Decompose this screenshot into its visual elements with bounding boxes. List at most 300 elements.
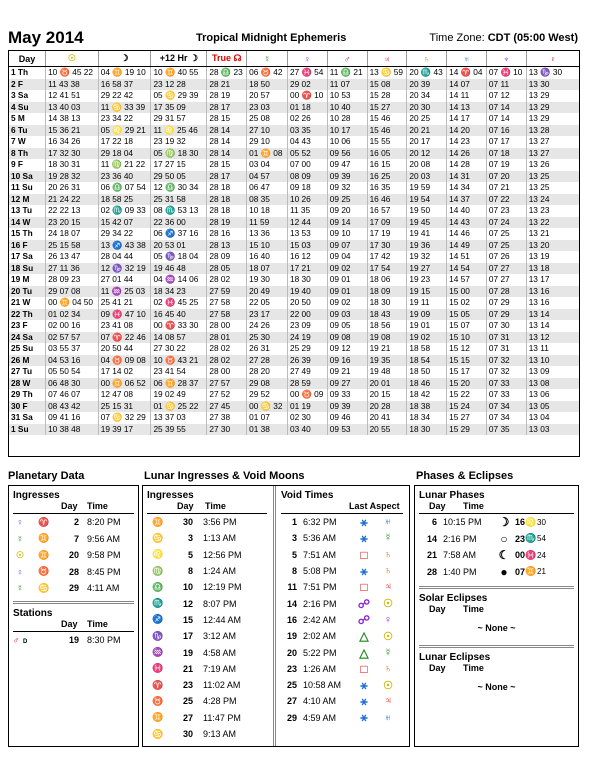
ephemeris-cell: 13 37 03: [151, 412, 207, 424]
void-time: 1:26 AM: [303, 663, 337, 674]
void-row: [277, 628, 407, 644]
ephemeris-cell: 28 15: [207, 113, 247, 125]
ephemeris-cell: 15 10: [247, 240, 288, 252]
ephemeris-cell: 04 57: [247, 171, 288, 183]
ephemeris-cell: 20 08: [407, 159, 447, 171]
lunar-ingress-row: [143, 628, 271, 644]
ephemeris-cell: 20 53 01: [151, 240, 207, 252]
ephemeris-cell: 14 34: [447, 182, 487, 194]
ephemeris-cell: 15 20: [447, 378, 487, 390]
lunar-ingress-time: 7:19 AM: [203, 663, 237, 674]
ephemeris-col-header: +12 Hr ☽: [151, 51, 207, 67]
lunar-ingress-day: 3: [187, 533, 193, 544]
void-row: [277, 579, 407, 595]
lunar-phases-label: Lunar Phases: [419, 490, 485, 501]
ephemeris-cell: 06 ♐ 37 16: [151, 228, 207, 240]
ephemeris-cell: 27 38: [207, 412, 247, 424]
ephemeris-col-header: ♅: [447, 51, 487, 67]
ephemeris-cell: 16 25: [367, 171, 407, 183]
void-row: [277, 612, 407, 628]
ephemeris-cell: 13 08: [526, 378, 579, 390]
ephemeris-day: 2 F: [9, 79, 46, 91]
ephemeris-cell: 05 ♍ 18 30: [151, 148, 207, 160]
ephemeris-cell: 20 57: [247, 90, 288, 102]
void-time: 5:22 PM: [303, 647, 337, 658]
ephemeris-cell: 18 54: [407, 355, 447, 367]
phase-row: [415, 564, 578, 581]
ephemeris-cell: 15 10: [447, 332, 487, 344]
ephemeris-cell: 23 19 32: [151, 136, 207, 148]
ephemeris-row: [9, 148, 579, 160]
sign-glyph-icon: ♐: [152, 614, 164, 625]
ephemeris-cell: 09 02: [327, 263, 367, 275]
col-time: Time: [87, 501, 108, 511]
ephemeris-cell: 19 32: [407, 251, 447, 263]
ephemeris-cell: 27 59: [207, 286, 247, 298]
ephemeris-cell: 28 01: [207, 332, 247, 344]
ephemeris-cell: 26 13 47: [46, 251, 99, 263]
ephemeris-cell: 07 11: [486, 79, 526, 91]
phase-minute: 54: [537, 534, 546, 544]
ephemeris-cell: 15 28: [367, 90, 407, 102]
ephemeris-cell: 18 58 25: [98, 194, 151, 206]
void-time: 7:51 AM: [303, 549, 337, 560]
ephemeris-cell: 28 14: [207, 125, 247, 137]
ephemeris-cell: 13 19: [526, 251, 579, 263]
ephemeris-cell: 11 ♋ 33 39: [98, 102, 151, 114]
ephemeris-cell: 19 46 48: [151, 263, 207, 275]
ephemeris-day: 8 Th: [9, 148, 46, 160]
ephemeris-cell: 07 18: [486, 148, 526, 160]
ephemeris-cell: 20 49: [247, 286, 288, 298]
ephemeris-day: 24 Sa: [9, 332, 46, 344]
ingress-day: 28: [68, 566, 79, 577]
ephemeris-cell: 02 30: [288, 412, 328, 424]
ephemeris-day: 3 Sa: [11, 90, 29, 100]
solar-col-headers: Day Time: [429, 604, 484, 614]
ephemeris-cell: 18 30 31: [46, 159, 99, 171]
ephemeris-cell: 15 27: [367, 102, 407, 114]
aspect-glyph-icon: □: [360, 580, 368, 595]
ephemeris-cell: 15 46: [367, 125, 407, 137]
ephemeris-cell: 07 33: [486, 378, 526, 390]
phase-time: 10:15 PM: [443, 517, 482, 528]
ephemeris-cell: 07 26: [486, 251, 526, 263]
ephemeris-cell: 07 32: [486, 355, 526, 367]
ephemeris-cell: 07 35: [486, 424, 526, 436]
ephemeris-cell: 13 10: [526, 355, 579, 367]
ephemeris-day: 15 Th: [11, 228, 33, 238]
sign-glyph-icon: ♒: [152, 647, 164, 658]
ephemeris-cell: 09 01: [327, 274, 367, 286]
aspect-glyph-icon: ⚹: [360, 530, 368, 545]
phase-degree: 00: [515, 550, 526, 561]
ephemeris-cell: 15 29: [447, 424, 487, 436]
ephemeris-cell: 02 26: [288, 113, 328, 125]
ephemeris-cell: 18 43: [367, 309, 407, 321]
ephemeris-cell: 11 59: [247, 217, 288, 229]
ephemeris-cell: 19 01: [407, 320, 447, 332]
ephemeris-cell: 01 07: [247, 412, 288, 424]
ephemeris-cell: 06 ♎ 07 54: [98, 182, 151, 194]
ephemeris-cell: 28 18: [207, 194, 247, 206]
solar-eclipses-label: Solar Eclipses: [419, 593, 488, 604]
sign-glyph-icon: ♑: [152, 630, 164, 641]
ephemeris-cell: 13 26: [526, 159, 579, 171]
void-row: [277, 661, 407, 677]
ephemeris-cell: 16 35: [367, 182, 407, 194]
ephemeris-cell: 24 18 07: [46, 228, 99, 240]
ephemeris-row: [9, 251, 579, 263]
phase-degree: 07: [515, 566, 526, 577]
ephemeris-cell: 15 27: [447, 412, 487, 424]
ephemeris-cell: 20 01: [367, 378, 407, 390]
ephemeris-cell: 25 39 55: [151, 424, 207, 436]
ephemeris-cell: 19 23: [407, 274, 447, 286]
ephemeris-cell: 28 13: [207, 240, 247, 252]
station-day: 19: [68, 634, 79, 645]
lunar-ingress-day: 15: [182, 614, 193, 625]
ephemeris-cell: 28 20: [247, 366, 288, 378]
moon-phase-icon: ☽: [498, 515, 510, 530]
ephemeris-cell: 20 50 44: [98, 343, 151, 355]
ephemeris-cell: 07 27: [486, 263, 526, 275]
void-row: [277, 677, 407, 693]
ephemeris-cell: 05 ♋ 29 39: [151, 90, 207, 102]
ingress-day: 29: [68, 583, 79, 594]
ephemeris-day: 19 M: [11, 274, 30, 284]
ephemeris-cell: 27 45: [207, 401, 247, 413]
ephemeris-cell: 20 15: [367, 389, 407, 401]
ephemeris-cell: 29 18 04: [98, 148, 151, 160]
ephemeris-cell: 17 54: [367, 263, 407, 275]
sign-glyph-icon: ♉: [152, 695, 164, 706]
lunar-eclipses-label: Lunar Eclipses: [419, 652, 491, 663]
ingress-time: 9:56 AM: [87, 533, 121, 544]
ephemeris-cell: 26 39: [288, 355, 328, 367]
lunar-ingress-row: [143, 514, 271, 530]
ephemeris-cell: 17 42: [367, 251, 407, 263]
sign-glyph-icon: ♌: [152, 549, 164, 560]
ephemeris-cell: 17 19: [367, 228, 407, 240]
ephemeris-cell: 12 ♎ 30 34: [151, 182, 207, 194]
ephemeris-cell: 26 31: [247, 343, 288, 355]
aspect-glyph-icon: △: [359, 629, 369, 644]
phase-minute: 24: [537, 550, 546, 560]
ephemeris-cell: 10 53: [327, 90, 367, 102]
phase-time: 2:16 PM: [443, 533, 477, 544]
lunar-ingress-day: 30: [182, 517, 193, 528]
ephemeris-cell: 13 30: [526, 79, 579, 91]
ephemeris-cell: 19 45: [407, 217, 447, 229]
ephemeris-cell: 07 19: [486, 159, 526, 171]
ephemeris-cell: 18 30: [367, 297, 407, 309]
lunar-ingress-row: [143, 644, 271, 660]
ephemeris-cell: 01 19: [288, 401, 328, 413]
sign-glyph-icon: ♋: [152, 728, 164, 739]
ephemeris-cell: 09 02: [327, 297, 367, 309]
void-time: 5:08 PM: [303, 566, 337, 577]
station-flag: D: [23, 638, 28, 645]
ephemeris-cell: 11 43 38: [46, 79, 99, 91]
ephemeris-cell: 19 15: [407, 286, 447, 298]
ephemeris-cell: 28 00: [207, 320, 247, 332]
ephemeris-cell: 28 19: [207, 217, 247, 229]
ephemeris-cell: 19 39 17: [98, 424, 151, 436]
ephemeris-cell: 00 ♊ 04 50: [46, 297, 99, 309]
planetary-col-headers: [61, 501, 138, 511]
ephemeris-cell: 20 25: [407, 113, 447, 125]
ephemeris-cell: 18 34 23: [151, 286, 207, 298]
ephemeris-cell: 18 07: [247, 263, 288, 275]
ephemeris-cell: 14 13: [447, 102, 487, 114]
ephemeris-cell: 12 47 08: [98, 389, 151, 401]
ephemeris-cell: 04 53 16: [46, 355, 99, 367]
aspect-glyph-icon: □: [360, 547, 368, 562]
void-row: [277, 514, 407, 530]
ephemeris-cell: 02 ♏ 09 33: [98, 205, 151, 217]
ephemeris-cell: 09 07: [327, 240, 367, 252]
ephemeris-cell: 00 ♊ 06 52: [98, 378, 151, 390]
sign-glyph-icon: ♊: [152, 516, 164, 527]
ephemeris-cell: 09 41 16: [46, 412, 99, 424]
ephemeris-cell: 18 50: [407, 366, 447, 378]
ephemeris-row: [9, 424, 579, 436]
ephemeris-cell: 15 46: [367, 113, 407, 125]
aspect-glyph-icon: ☍: [357, 596, 371, 611]
ephemeris-cell: 07 34: [486, 412, 526, 424]
ephemeris-row: [9, 159, 579, 171]
month-title: May 2014: [8, 28, 84, 47]
ephemeris-cell: 13 21: [526, 228, 579, 240]
ephemeris-day: 16 F: [9, 240, 46, 252]
ephemeris-cell: 13 24: [526, 194, 579, 206]
ephemeris-row: [9, 67, 579, 79]
ephemeris-cell: 28 09: [207, 251, 247, 263]
ephemeris-row: [9, 332, 579, 344]
phases-box: [414, 485, 579, 747]
ephemeris-cell: 28 21: [207, 79, 247, 91]
aspect-glyph-icon: ⚹: [360, 710, 368, 725]
ephemeris-cell: 14 11: [447, 90, 487, 102]
ephemeris-cell: 17 35 09: [151, 102, 207, 114]
ephemeris-cell: 13 22: [526, 217, 579, 229]
ephemeris-cell: 08 35: [247, 194, 288, 206]
aspect-glyph-icon: △: [359, 645, 369, 660]
ephemeris-cell: 12 44: [288, 217, 328, 229]
lunar-ingress-time: 11:02 AM: [203, 680, 241, 691]
ephemeris-cell: 02 00 16: [46, 320, 99, 332]
lunar-ecl-col-headers: Day Time: [429, 663, 484, 673]
lunar-box: [142, 485, 410, 747]
ephemeris-cell: 10 26: [288, 194, 328, 206]
ephemeris-cell: 06 ♊ 28 37: [151, 378, 207, 390]
ephemeris-cell: 01 38: [247, 424, 288, 436]
ephemeris-cell: 25 29: [288, 343, 328, 355]
ephemeris-day: 9 F: [11, 159, 23, 169]
ephemeris-cell: 19 41: [407, 228, 447, 240]
ephemeris-cell: 28 14: [207, 148, 247, 160]
sign-glyph-icon: ♈: [152, 679, 164, 690]
planet-glyph-icon: ♃: [383, 695, 393, 708]
void-row: [277, 595, 407, 611]
void-times-label: Void Times: [281, 490, 334, 501]
lunar-ingress-row: [143, 726, 271, 742]
ephemeris-col-header: ♃: [367, 51, 407, 67]
ephemeris-day: 13 Tu: [11, 205, 33, 215]
ephemeris-cell: 28 02: [207, 274, 247, 286]
aspect-glyph-icon: ⚹: [360, 514, 368, 529]
ephemeris-row: [9, 366, 579, 378]
planet-ingress-row: [9, 547, 138, 564]
ephemeris-cell: 07 20: [486, 171, 526, 183]
ephemeris-cell: 28 02: [207, 355, 247, 367]
ephemeris-cell: 09 32: [327, 182, 367, 194]
void-time: 2:16 PM: [303, 598, 337, 609]
ephemeris-cell: 14 40: [447, 205, 487, 217]
ephemeris-cell: 17 27 15: [151, 159, 207, 171]
ephemeris-cell: 11 ♎ 21: [327, 67, 367, 79]
sign-glyph-icon: ♏: [525, 533, 537, 544]
ephemeris-cell: 09 39: [327, 401, 367, 413]
ephemeris-cell: 10 28: [327, 113, 367, 125]
ephemeris-cell: 09 01: [327, 286, 367, 298]
ephemeris-cell: 23 17: [247, 309, 288, 321]
ephemeris-cell: 13 ♐ 43 38: [98, 240, 151, 252]
planet-glyph-icon: ☉: [15, 549, 25, 560]
ephemeris-cell: 14 17: [447, 113, 487, 125]
ephemeris-cell: 19 36: [407, 240, 447, 252]
ephemeris-cell: 07 ♓ 10: [486, 67, 526, 79]
ephemeris-cell: 04 ♊ 19 10: [98, 67, 151, 79]
ephemeris-cell: 22 00: [288, 309, 328, 321]
ephemeris-cell: 07 ♈ 22 46: [98, 332, 151, 344]
ephemeris-cell: 27 57: [207, 378, 247, 390]
ephemeris-cell: 00 ♉ 09: [288, 389, 328, 401]
void-time: 7:51 PM: [303, 582, 337, 593]
phases-col-headers: Day Time: [429, 501, 484, 511]
ephemeris-cell: 07 14: [486, 113, 526, 125]
planet-glyph-icon: ♀: [16, 566, 24, 577]
ephemeris-cell: 23 41 54: [151, 366, 207, 378]
ephemeris-cell: 29 34 22: [98, 228, 151, 240]
void-day: 27: [286, 696, 297, 707]
ephemeris-cell: 20 41: [367, 412, 407, 424]
ephemeris-col-header: ☉: [46, 51, 99, 67]
ephemeris-day: 27 Tu: [11, 366, 33, 376]
ephemeris-cell: 07 21: [486, 182, 526, 194]
ephemeris-cell: 02 57 57: [46, 332, 99, 344]
ephemeris-cell: 03 35: [288, 125, 328, 137]
ephemeris-cell: 23 12 28: [151, 79, 207, 91]
ephemeris-cell: 00 ♈ 10: [288, 90, 328, 102]
ephemeris-cell: 12 41 51: [46, 90, 99, 102]
ephemeris-cell: 07 46 07: [46, 389, 99, 401]
lunar-ingress-row: [143, 693, 271, 709]
ephemeris-cell: 19 28 32: [46, 171, 99, 183]
ephemeris-col-header: Day: [9, 51, 46, 67]
planet-glyph-icon: ♄: [383, 662, 393, 675]
ephemeris-cell: 07 25: [486, 240, 526, 252]
ephemeris-cell: 18 30: [288, 274, 328, 286]
lunar-ingress-time: 3:12 AM: [203, 631, 237, 642]
void-day: 3: [291, 533, 297, 544]
void-day: 5: [291, 549, 297, 560]
ephemeris-cell: 23 20 15: [46, 217, 99, 229]
ephemeris-cell: 09 20: [327, 205, 367, 217]
void-row: [277, 547, 407, 563]
ephemeris-cell: 13 09: [526, 366, 579, 378]
ephemeris-cell: 28 14: [207, 136, 247, 148]
ephemeris-cell: 07 ♋ 32 29: [98, 412, 151, 424]
planet-glyph-icon: ♅: [383, 516, 393, 529]
lunar-ingress-row: [143, 661, 271, 677]
ephemeris-cell: 19 48: [367, 366, 407, 378]
phase-row: [415, 514, 578, 531]
lunar-ingress-time: 4:28 PM: [203, 696, 237, 707]
void-day: 20: [286, 647, 297, 658]
ephemeris-cell: 16 58 37: [98, 79, 151, 91]
ephemeris-day: 7 W: [11, 136, 26, 146]
ephemeris-cell: 01 18: [288, 102, 328, 114]
planet-glyph-icon: ☿: [383, 532, 393, 545]
ephemeris-cell: 07 29: [486, 297, 526, 309]
ephemeris-cell: 16 12: [288, 251, 328, 263]
ephemeris-cell: 13 ♑ 30: [526, 67, 579, 79]
col-day: Day: [61, 501, 78, 511]
ephemeris-row: [9, 240, 579, 252]
ephemeris-cell: 12 ♑ 32 19: [98, 263, 151, 275]
planet-glyph-icon: ☿: [16, 583, 24, 594]
void-day: 19: [286, 631, 297, 642]
ephemeris-day: 30 F: [9, 401, 46, 413]
lunar-ingress-row: [143, 612, 271, 628]
lunar-ingress-time: 12:19 PM: [203, 582, 242, 593]
lunar-ingress-time: 8:07 PM: [203, 598, 237, 609]
ephemeris-cell: 09 12: [327, 343, 367, 355]
aspect-glyph-icon: □: [360, 661, 368, 676]
ephemeris-cell: 03 40: [288, 424, 328, 436]
void-day: 29: [286, 712, 297, 723]
ephemeris-cell: 11 35: [288, 205, 328, 217]
ephemeris-cell: 27 10: [247, 125, 288, 137]
ephemeris-cell: 10 ♉ 45 22: [46, 67, 99, 79]
ephemeris-col-header: ♆: [486, 51, 526, 67]
ephemeris-cell: 28 17: [207, 102, 247, 114]
lunar-ingress-day: 5: [187, 549, 193, 560]
ephemeris-cell: 09 ♓ 47 10: [98, 309, 151, 321]
last-aspect-label: Last Aspect: [349, 501, 400, 511]
ephemeris-cell: 20 28: [367, 401, 407, 413]
sign-glyph-icon: ♊: [152, 712, 164, 723]
ephemeris-cell: 14 20: [447, 125, 487, 137]
void-day: 11: [287, 582, 297, 593]
ephemeris-cell: 14 49: [447, 240, 487, 252]
ephemeris-cell: 13 12: [526, 332, 579, 344]
ephemeris-cell: 25 30: [247, 332, 288, 344]
ephemeris-row: [9, 274, 579, 286]
ephemeris-cell: 15 07: [447, 320, 487, 332]
planetary-data-heading: Planetary Data: [8, 470, 85, 482]
ingress-day: 7: [73, 533, 79, 544]
ephemeris-row: [9, 309, 579, 321]
ephemeris-cell: 20 ♏ 43: [407, 67, 447, 79]
ephemeris-cell: 02 ♓ 45 25: [151, 297, 207, 309]
moon-phase-icon: ○: [500, 531, 508, 546]
sign-glyph-icon: ♎: [152, 581, 164, 592]
void-day: 25: [286, 680, 297, 691]
ephemeris-day: 29 Th: [11, 389, 33, 399]
